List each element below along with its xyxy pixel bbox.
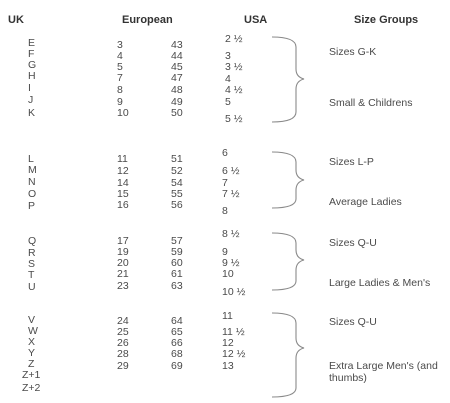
group-4-label: Extra Large Men's (and thumbs) bbox=[329, 360, 438, 384]
usa-size: 8 bbox=[222, 205, 228, 217]
european-size: 66 bbox=[171, 337, 183, 349]
european-size: 43 bbox=[171, 39, 183, 51]
group-1-range: Sizes G-K bbox=[329, 46, 377, 58]
european-size: 17 bbox=[117, 235, 129, 247]
european-size: 48 bbox=[171, 84, 183, 96]
european-size: 5 bbox=[117, 61, 123, 73]
usa-size: 7 ½ bbox=[222, 188, 240, 200]
uk-size: H bbox=[28, 70, 36, 82]
usa-size: 10 ½ bbox=[222, 286, 246, 298]
european-size: 21 bbox=[117, 268, 129, 280]
european-size: 7 bbox=[117, 72, 123, 84]
uk-size: M bbox=[28, 164, 37, 176]
usa-size: 11 bbox=[222, 310, 233, 322]
usa-size: 7 bbox=[222, 177, 228, 189]
uk-size: T bbox=[28, 269, 35, 281]
uk-size: W bbox=[28, 325, 38, 337]
european-size: 10 bbox=[117, 107, 129, 119]
uk-size: Q bbox=[28, 235, 37, 247]
uk-size: P bbox=[28, 200, 36, 212]
european-size: 3 bbox=[117, 39, 123, 51]
european-size: 55 bbox=[171, 188, 183, 200]
european-size: 59 bbox=[171, 246, 183, 258]
european-size: 52 bbox=[171, 165, 183, 177]
usa-size: 3 ½ bbox=[225, 61, 243, 73]
european-size: 19 bbox=[117, 246, 129, 258]
uk-size: F bbox=[28, 48, 35, 60]
european-size: 26 bbox=[117, 337, 129, 349]
european-size: 9 bbox=[117, 96, 123, 108]
european-size: 12 bbox=[117, 165, 129, 177]
uk-size: K bbox=[28, 107, 36, 119]
european-size: 57 bbox=[171, 235, 183, 247]
header-uk: UK bbox=[8, 14, 24, 26]
brace-group-3 bbox=[272, 233, 304, 290]
european-size: 69 bbox=[171, 360, 183, 372]
european-size: 50 bbox=[171, 107, 183, 119]
european-size: 56 bbox=[171, 199, 183, 211]
uk-size: G bbox=[28, 59, 37, 71]
header-european: European bbox=[122, 14, 173, 26]
usa-size: 4 bbox=[225, 73, 231, 85]
european-size: 29 bbox=[117, 360, 129, 372]
european-size: 25 bbox=[117, 326, 129, 338]
usa-size: 5 bbox=[225, 96, 231, 108]
usa-size: 2 ½ bbox=[225, 33, 243, 45]
european-size: 20 bbox=[117, 257, 129, 269]
usa-size: 6 bbox=[222, 147, 228, 159]
uk-size: S bbox=[28, 258, 36, 270]
european-size: 16 bbox=[117, 199, 129, 211]
uk-size: N bbox=[28, 176, 36, 188]
european-size: 8 bbox=[117, 84, 123, 96]
european-size: 23 bbox=[117, 280, 129, 292]
european-size: 63 bbox=[171, 280, 183, 292]
usa-size: 9 ½ bbox=[222, 257, 240, 269]
brace-group-2 bbox=[272, 152, 304, 208]
usa-size: 6 ½ bbox=[222, 165, 240, 177]
usa-size: 9 bbox=[222, 246, 228, 258]
usa-size: 3 bbox=[225, 50, 231, 62]
european-size: 28 bbox=[117, 348, 129, 360]
usa-size: 11 ½ bbox=[222, 326, 245, 338]
header-size-groups: Size Groups bbox=[354, 14, 419, 26]
european-size: 45 bbox=[171, 61, 183, 73]
european-size: 47 bbox=[171, 72, 183, 84]
uk-size: Z+1 bbox=[22, 369, 41, 381]
european-size: 65 bbox=[171, 326, 183, 338]
uk-size: L bbox=[28, 153, 34, 165]
group-4-range: Sizes Q-U bbox=[329, 316, 377, 328]
uk-size: E bbox=[28, 37, 36, 49]
european-size: 68 bbox=[171, 348, 183, 360]
european-size: 11 bbox=[117, 153, 128, 165]
usa-size: 12 bbox=[222, 337, 234, 349]
group-2-range: Sizes L-P bbox=[329, 156, 374, 168]
usa-size: 8 ½ bbox=[222, 228, 240, 240]
european-size: 4 bbox=[117, 50, 123, 62]
european-size: 15 bbox=[117, 188, 129, 200]
usa-size: 12 ½ bbox=[222, 348, 246, 360]
european-size: 24 bbox=[117, 315, 129, 327]
usa-size: 5 ½ bbox=[225, 113, 243, 125]
european-size: 51 bbox=[171, 153, 183, 165]
group-1-label: Small & Childrens bbox=[329, 97, 413, 109]
uk-size: X bbox=[28, 336, 36, 348]
european-size: 60 bbox=[171, 257, 183, 269]
uk-size: O bbox=[28, 188, 37, 200]
european-size: 61 bbox=[171, 268, 183, 280]
european-size: 64 bbox=[171, 315, 183, 327]
european-size: 44 bbox=[171, 50, 183, 62]
usa-size: 4 ½ bbox=[225, 84, 243, 96]
uk-size: Z+2 bbox=[22, 382, 41, 394]
brace-group-1 bbox=[272, 37, 304, 122]
european-size: 14 bbox=[117, 177, 129, 189]
brace-group-4 bbox=[272, 313, 304, 397]
group-3-label: Large Ladies & Men's bbox=[329, 277, 431, 289]
european-size: 49 bbox=[171, 96, 183, 108]
uk-size: U bbox=[28, 281, 36, 293]
uk-size: I bbox=[28, 82, 31, 94]
uk-size: Z bbox=[28, 358, 35, 370]
usa-size: 10 bbox=[222, 268, 234, 280]
uk-size: V bbox=[28, 314, 36, 326]
european-size: 54 bbox=[171, 177, 183, 189]
usa-size: 13 bbox=[222, 360, 234, 372]
uk-size: J bbox=[28, 94, 34, 106]
uk-size: Y bbox=[28, 347, 36, 359]
header-usa: USA bbox=[244, 14, 268, 26]
group-3-range: Sizes Q-U bbox=[329, 237, 377, 249]
uk-size: R bbox=[28, 247, 36, 259]
group-2-label: Average Ladies bbox=[329, 196, 402, 208]
